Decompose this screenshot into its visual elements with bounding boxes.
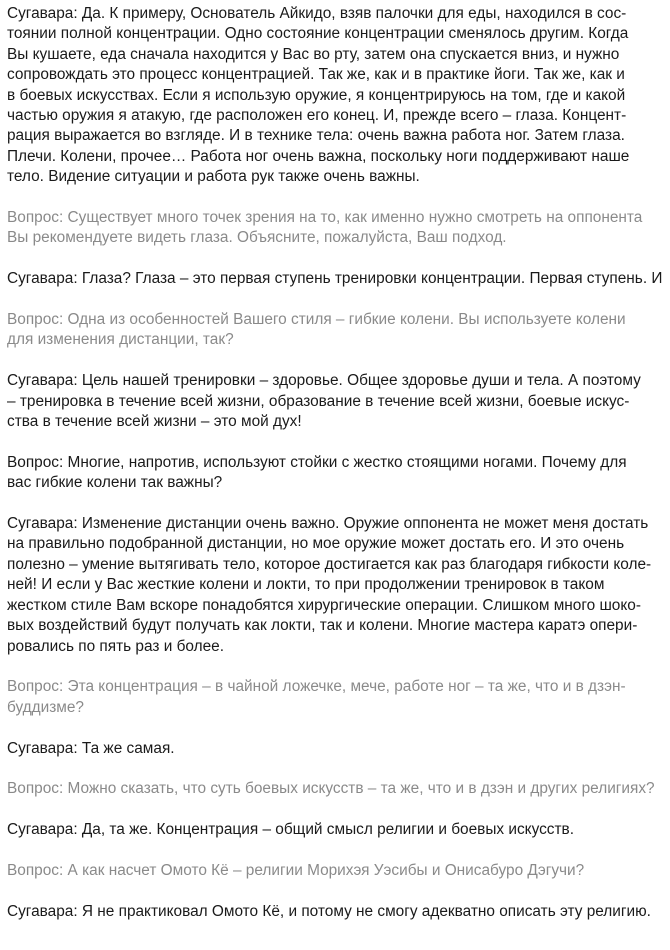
question-paragraph: [7, 208, 670, 249]
text-line: ровались по пять раз и более.: [7, 637, 224, 655]
text-line: на правильно подобранной дистанции, но мое оружие может достать его. И это очень: [7, 535, 625, 553]
question-paragraph: [7, 677, 670, 718]
text-line: ней! И если у Вас жесткие колени и локти, то при продолжении тренировок в таком: [7, 576, 605, 594]
text-line: Вопрос: Можно сказать, что суть боевых искусств – та же, что и в дзэн и других религиях?: [7, 780, 655, 798]
text-line: жестком стиле Вам вскоре понадобятся хирургические операции. Слишком много шоко-: [7, 596, 641, 614]
answer-paragraph: [7, 269, 670, 289]
text-line: полезно – умение вытягивать тело, которое достигается как раз благодаря гибкости коле-: [7, 555, 652, 573]
text-line: Плечи. Колени, прочее… Работа ног очень важна, поскольку ноги поддерживают наше: [7, 147, 630, 165]
text-line: Вопрос: Эта концентрация – в чайной ложечке, мече, работе ног – та же, что и в дзэн-: [7, 678, 626, 696]
answer-paragraph: [7, 4, 670, 188]
answer-paragraph: [7, 371, 670, 432]
answer-paragraph: [7, 514, 670, 657]
question-paragraph: [7, 861, 670, 881]
question-paragraph-dark: [7, 453, 670, 494]
text-line: частью оружия я атакую, где расположен его конец. И, прежде всего – глаза. Концент-: [7, 107, 627, 125]
text-line: тоянии полной концентрации. Одно состояние концентрации сменялось другим. Когда: [7, 25, 629, 43]
text-line: Сугавара: Цель нашей тренировки – здоровье. Общее здоровье души и тела. А поэтому: [7, 372, 641, 390]
answer-paragraph: [7, 739, 670, 759]
text-line: Вопрос: Многие, напротив, используют стойки с жестко стоящими ногами. Почему для: [7, 453, 627, 471]
document-page: [7, 4, 670, 942]
text-line: Сугавара: Изменение дистанции очень важно. Оружие оппонента не может меня достать: [7, 515, 649, 533]
text-line: ства в течение всей жизни – это мой дух!: [7, 413, 302, 431]
text-line: Вопрос: Существует много точек зрения на то, как именно нужно смотреть на оппонента: [7, 209, 643, 227]
text-line: Вопрос: А как насчет Омото Кё – религии Морихэя Уэсибы и Онисабуро Дэгучи?: [7, 861, 585, 879]
text-line: – тренировка в течение всей жизни, образование в течение всей жизни, боевые искус-: [7, 392, 630, 410]
text-line: буддизме?: [7, 698, 84, 716]
text-line: в боевых искусствах. Если я использую оружие, я концентрируюсь на том, где и какой: [7, 86, 626, 104]
text-line: Сугавара: Та же самая.: [7, 739, 175, 757]
text-line: тело. Видение ситуации и работа рук также очень важны.: [7, 168, 420, 186]
text-line: Сугавара: Глаза? Глаза – это первая ступень тренировки концентрации. Первая ступень. И: [7, 270, 663, 288]
text-line: вас гибкие колени так важны?: [7, 474, 223, 492]
text-line: Вы кушаете, еда сначала находится у Вас во рту, затем она спускается вниз, и нужно: [7, 45, 620, 63]
text-line: вых воздействий будут получать как локти, так и колени. Многие мастера каратэ опери-: [7, 617, 638, 635]
answer-paragraph: [7, 902, 670, 922]
text-line: Сугавара: Да. К примеру, Основатель Айкидо, взяв палочки для еды, находился в сос-: [7, 5, 627, 22]
question-paragraph: [7, 779, 670, 799]
text-line: сопровождать это процесс концентрацией. Так же, как и в практике йоги. Так же, как и: [7, 66, 625, 84]
text-line: Вопрос: Одна из особенностей Вашего стиля – гибкие колени. Вы используете колени: [7, 311, 626, 329]
text-line: Сугавара: Да, та же. Концентрация – общий смысл религии и боевых искусств.: [7, 821, 574, 839]
text-line: для изменения дистанции, так?: [7, 331, 234, 349]
text-line: Сугавара: Я не практиковал Омото Кё, и потому не смогу адекватно описать эту религию.: [7, 902, 651, 920]
text-line: Вы рекомендуете видеть глаза. Объясните, пожалуйста, Ваш подход.: [7, 229, 507, 247]
text-line: рация выражается во взгляде. И в технике тела: очень важна работа ног. Затем глаза.: [7, 127, 625, 145]
answer-paragraph: [7, 820, 670, 840]
question-paragraph: [7, 310, 670, 351]
